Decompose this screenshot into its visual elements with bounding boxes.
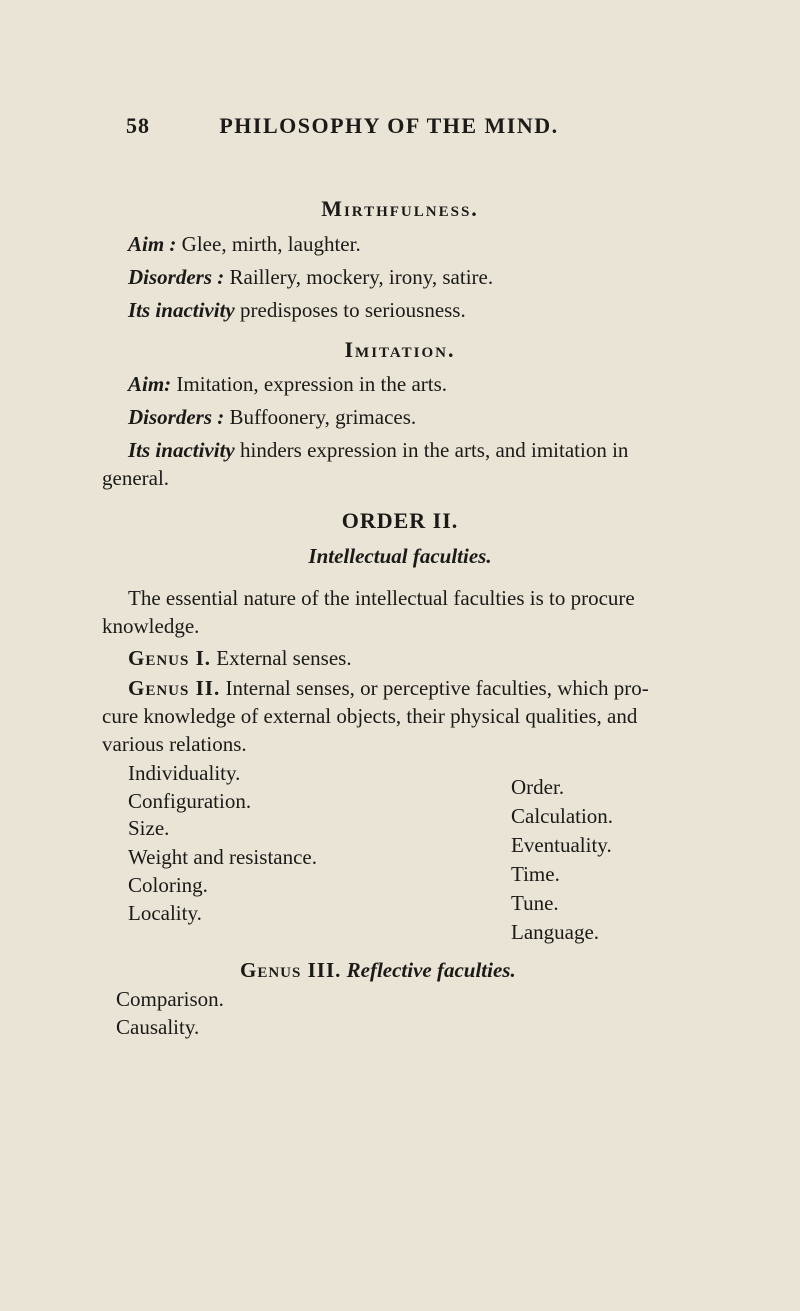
disorders-text: Buffoonery, grimaces. [224,405,417,429]
genus2-line2: cure knowledge of external objects, their physical qualities, and [102,704,638,728]
aim-text: Imitation, expression in the arts. [171,372,448,396]
aim-text: Glee, mirth, laughter. [176,232,361,256]
genus1-text: External senses. [211,646,352,670]
mirth-disorders-line [128,264,493,290]
left-list-item: Individuality. [128,761,241,785]
right-list-item: Calculation. [511,804,614,828]
mirth-inactivity-line [128,297,466,323]
right-list-item: Order. [511,775,565,799]
left-list-item: Size. [128,816,170,840]
left-list-item: Weight and resistance. [128,845,317,869]
genus2-line1 [128,675,649,701]
inactivity-label: Its inactivity [128,438,235,462]
aim-label: Aim : [128,232,177,256]
left-list-item: Coloring. [128,873,208,897]
order-subheading: Intellectual faculties. [308,544,492,568]
genus3-list-item: Comparison. [116,987,224,1011]
disorders-label: Disorders : [128,405,225,429]
order-para-line1: The essential nature of the intellectual faculties is to procure [128,586,635,610]
running-title: PHILOSOPHY OF THE MIND. [219,113,559,138]
imitation-disorders-line [128,404,416,430]
order-heading: ORDER II. [341,508,459,533]
imitation-aim-line [128,371,447,397]
left-list-item: Locality. [128,901,202,925]
imitation-inactivity-cont: general. [102,466,170,490]
order-para-line2: knowledge. [102,614,200,638]
imitation-inactivity-line [128,437,628,463]
aim-label: Aim: [128,372,172,396]
inactivity-text: predisposes to seriousness. [234,298,466,322]
right-list-item: Eventuality. [511,833,612,857]
genus3-text: Reflective faculties. [346,958,516,982]
genus2-text: Internal senses, or perceptive faculties, which pro- [220,676,649,700]
mirth-aim-line [128,231,361,257]
genus2-line3: various relations. [102,732,247,756]
genus1-line [128,645,352,671]
right-list-item: Time. [511,862,560,886]
genus1-label: Genus I. [128,646,212,670]
genus3-line [240,957,516,983]
disorders-label: Disorders : [128,265,225,289]
genus3-list-item: Causality. [116,1015,200,1039]
inactivity-label: Its inactivity [128,298,235,322]
section-heading-mirthfulness: Mirthfulness. [321,196,479,221]
disorders-text: Raillery, mockery, irony, satire. [224,265,494,289]
right-list-item: Language. [511,920,600,944]
inactivity-text: hinders expression in the arts, and imitation in [234,438,629,462]
section-heading-imitation: Imitation. [344,337,456,362]
genus3-label: Genus III. [240,958,342,982]
genus2-label: Genus II. [128,676,221,700]
left-list-item: Configuration. [128,789,252,813]
page-number: 58 [126,113,150,138]
right-list-item: Tune. [511,891,559,915]
